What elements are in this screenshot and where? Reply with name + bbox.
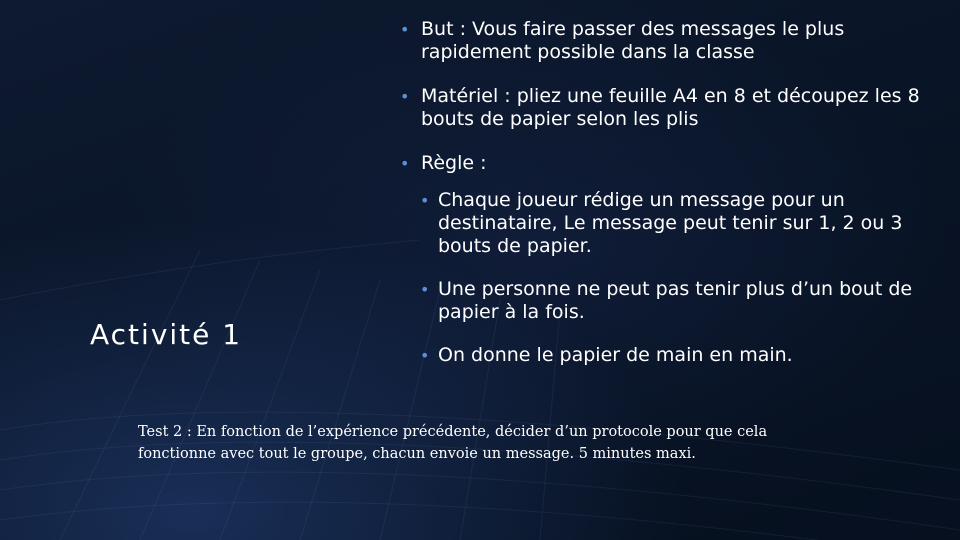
bullet-but: • But : Vous faire passer des messages le plus rapidement possible dans la classe <box>400 18 920 64</box>
bullet-materiel: • Matériel : pliez une feuille A4 en 8 et découpez les 8 bouts de papier selon les plis <box>400 85 920 131</box>
bullet-regle: • Règle : <box>400 152 920 175</box>
test-note: Test 2 : En fonction de l’expérience précédente, décider d’un protocole pour que cela fonctionne avec tout le groupe, chacun envoie un message. 5 minutes maxi. <box>138 424 768 462</box>
sub-bullet-one-piece: • Une personne ne peut pas tenir plus d’un bout de papier à la fois. <box>400 278 920 324</box>
slide-title: Activité 1 <box>90 318 243 351</box>
bullet-list <box>400 18 920 367</box>
sub-bullet-message: • Chaque joueur rédige un message pour un destinataire, Le message peut tenir sur 1, 2 ou 3 bouts de papier. <box>400 189 920 258</box>
sub-bullet-hand-to-hand: • On donne le papier de main en main. <box>400 344 920 367</box>
